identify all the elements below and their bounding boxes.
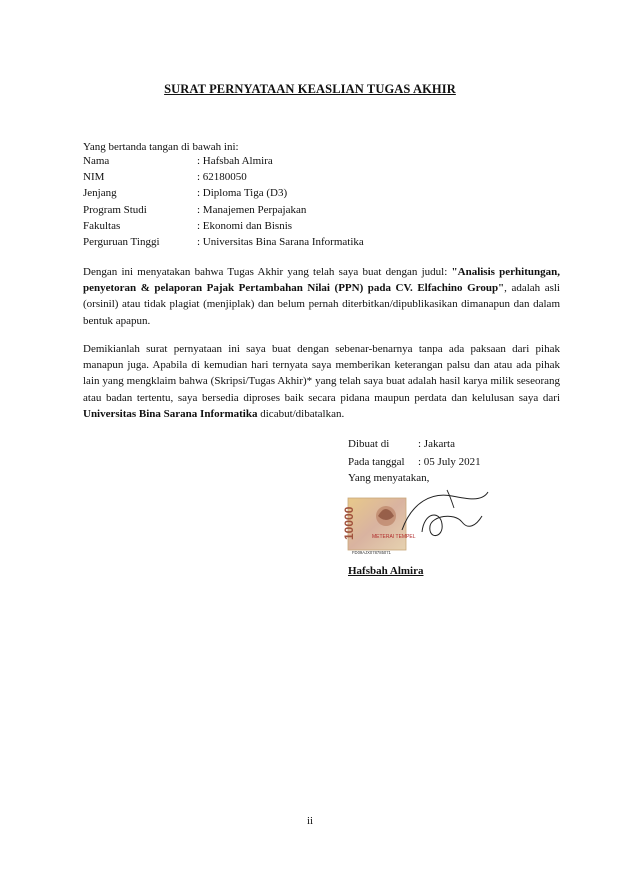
closing-text: Yang menyatakan, xyxy=(348,472,430,484)
identity-label: NIM xyxy=(83,171,105,184)
identity-label: Program Studi xyxy=(83,203,147,216)
place-row xyxy=(348,438,455,450)
identity-row xyxy=(83,204,364,220)
stamp-value: 10000 xyxy=(342,506,356,540)
university-name: Universitas Bina Sarana Informatika xyxy=(83,407,258,420)
identity-value: : Manajemen Perpajakan xyxy=(197,203,307,216)
declaration-text-end: dicabut/dibatalkan. xyxy=(257,407,345,420)
identity-row xyxy=(83,220,364,236)
stamp-serial: FD09AJX078785071 xyxy=(352,550,391,555)
identity-value: : 62180050 xyxy=(197,171,247,184)
stamp-label: METERAI TEMPEL xyxy=(372,534,416,540)
identity-label: Perguruan Tinggi xyxy=(83,235,160,248)
identity-row xyxy=(83,187,364,203)
signer-name: Hafsbah Almira xyxy=(348,565,424,577)
date-value: : 05 July 2021 xyxy=(418,456,481,468)
statement-paragraph xyxy=(83,264,560,329)
identity-label: Nama xyxy=(83,155,110,167)
identity-table xyxy=(83,155,364,252)
declaration-paragraph xyxy=(83,341,560,422)
intro-text: Yang bertanda tangan di bawah ini: xyxy=(83,141,239,153)
identity-row xyxy=(83,155,364,171)
handwritten-signature xyxy=(392,482,492,552)
identity-row xyxy=(83,236,364,252)
identity-value: : Hafsbah Almira xyxy=(197,155,273,167)
identity-label: Fakultas xyxy=(83,219,121,232)
document-title: SURAT PERNYATAAN KEASLIAN TUGAS AKHIR xyxy=(164,82,456,96)
identity-row xyxy=(83,171,364,187)
statement-text-end: , adalah asli (orsinil) atau tidak plagiat (menjiplak) dan belum pernah diterbitkan/dipublikasikan dimanapun dan dalam bentuk apapun. xyxy=(83,282,560,327)
identity-value: : Universitas Bina Sarana Informatika xyxy=(197,235,364,248)
place-value: : Jakarta xyxy=(418,438,455,450)
place-label: Dibuat di xyxy=(348,438,390,450)
identity-value: : Diploma Tiga (D3) xyxy=(197,187,288,200)
page-number: ii xyxy=(306,815,314,827)
date-row xyxy=(348,456,481,468)
declaration-text: Demikianlah surat pernyataan ini saya buat dengan sebenar-benarnya tanpa ada paksaan dari pihak manapun juga. Apabila di kemudian hari ternyata saya memberikan keterangan palsu dan atau ada pihak lain yang mengklaim bahwa (Skripsi/Tugas Akhir)* yang telah saya buat adalah hasil karya milik seseorang atau badan tertentu, saya bersedia diproses baik secara pidana maupun perdata dan kelulusan saya dari xyxy=(83,343,560,404)
thesis-title: "Analisis perhitungan, penyetoran & pelaporan Pajak Pertambahan Nilai (PPN) pada CV. Elfachino Group" xyxy=(83,266,560,295)
identity-label: Jenjang xyxy=(83,187,117,200)
identity-value: : Ekonomi dan Bisnis xyxy=(197,219,293,232)
date-label: Pada tanggal xyxy=(348,456,405,468)
statement-text: Dengan ini menyatakan bahwa Tugas Akhir yang telah saya buat dengan judul: xyxy=(83,266,452,278)
